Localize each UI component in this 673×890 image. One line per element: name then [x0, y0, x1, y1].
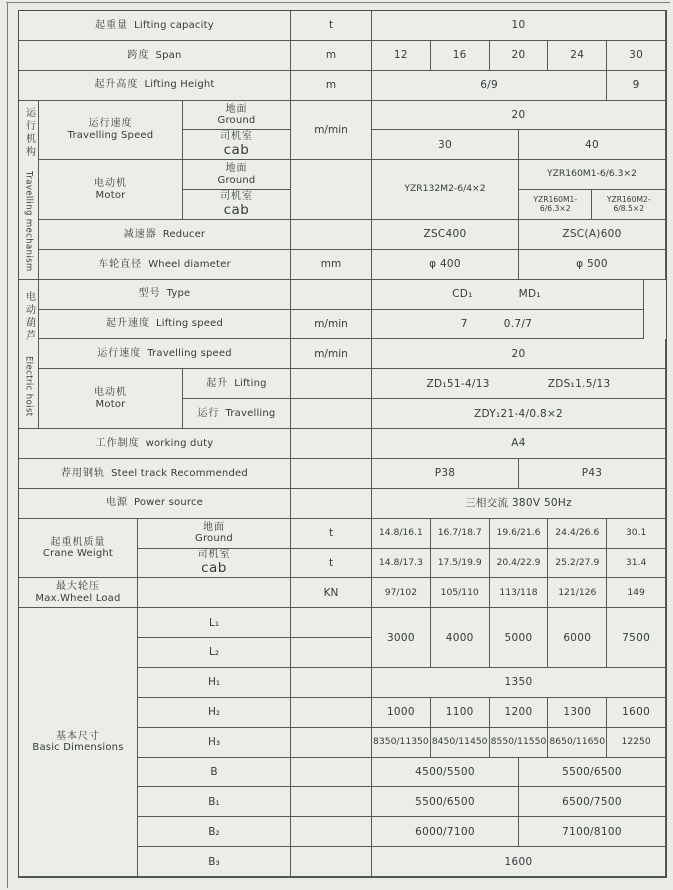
span-value-12: 12 — [372, 41, 431, 71]
hoist-lifting-speed-value-a: 7 — [460, 318, 468, 330]
dim-H3-v3: 8650/11650 — [548, 728, 607, 758]
hoist-motor-travelling-value: ZDY₁21-4/0.8×2 — [372, 399, 666, 429]
mech-motor-label-zh: 电动机 — [94, 178, 127, 190]
mech-speed-cab-zh: 司机室 — [220, 131, 253, 143]
wheel-diameter-unit: mm — [291, 250, 372, 280]
hoist-lifting-speed-unit: m/min — [291, 310, 372, 340]
dim-B1-symbol: B₁ — [138, 787, 291, 817]
dim-H1-value: 1350 — [372, 668, 666, 698]
dim-B3-unit-empty — [291, 847, 372, 877]
power-source-value: 三相交流 380V 50Hz — [372, 489, 666, 519]
mech-motor-unit-empty — [291, 160, 372, 220]
section-electric-hoist — [19, 280, 39, 429]
wheel-diameter-value-left: φ 400 — [372, 250, 519, 280]
crane-spec-table — [18, 10, 667, 878]
dim-L-v1: 4000 — [431, 608, 490, 668]
lifting-height-value-main: 6/9 — [372, 71, 607, 101]
mech-motor-ground-zh: 地面 — [225, 163, 248, 175]
hoist-type-value-b: MD₁ — [518, 288, 541, 301]
span-unit: m — [291, 41, 372, 71]
working-duty-unit-empty — [291, 429, 372, 459]
max-wheel-load-v3: 121/126 — [548, 578, 607, 608]
capacity-label — [19, 11, 291, 41]
basic-dimensions-label-zh: 基本尺寸 — [56, 730, 100, 742]
mech-motor-label-en: Motor — [95, 189, 126, 201]
mech-speed-label-en: Travelling Speed — [67, 129, 154, 141]
dim-H3-v1: 8450/11450 — [431, 728, 490, 758]
hoist-lifting-speed-label-en: Lifting speed — [155, 318, 224, 330]
scan-edge-left — [7, 2, 8, 888]
dim-L-v0: 3000 — [372, 608, 431, 668]
crane-weight-cab-en: cab — [201, 559, 227, 576]
max-wheel-load-label — [19, 578, 138, 608]
dim-B2-unit-empty — [291, 817, 372, 847]
dim-B3-symbol: B₃ — [138, 847, 291, 877]
dim-H2-v4: 1600 — [607, 698, 666, 728]
hoist-motor-lifting-values — [372, 369, 666, 399]
crane-weight-ground-zh: 地面 — [203, 521, 225, 533]
steel-track-label — [19, 459, 291, 489]
dim-H1-unit-empty — [291, 668, 372, 698]
max-wheel-load-v4: 149 — [607, 578, 666, 608]
crane-weight-ground-v1: 16.7/18.7 — [431, 519, 490, 549]
dim-L1-unit-empty — [291, 608, 372, 638]
mech-motor-ground-en: Ground — [217, 174, 256, 186]
hoist-motor-lifting-unit-empty — [291, 369, 372, 399]
wheel-diameter-value-right: φ 500 — [519, 250, 666, 280]
dim-L-v4: 7500 — [607, 608, 666, 668]
section-electric-hoist-text — [22, 291, 34, 416]
hoist-type-label-zh: 型号 — [138, 288, 161, 300]
max-wheel-load-v0: 97/102 — [372, 578, 431, 608]
capacity-label-zh: 起重量 — [95, 19, 129, 31]
hoist-travelling-speed-value: 20 — [372, 339, 666, 369]
dim-H3-v0: 8350/11350 — [372, 728, 431, 758]
mech-speed-cab-value-left: 30 — [372, 130, 519, 160]
section-travelling-mechanism-en: Travelling mechanism — [23, 171, 34, 273]
dim-H2-unit-empty — [291, 698, 372, 728]
lifting-height-label — [19, 71, 291, 101]
max-wheel-load-empty — [138, 578, 291, 608]
mech-speed-cab-en: cab — [223, 141, 250, 158]
hoist-lifting-speed-label-zh: 起升速度 — [105, 318, 150, 330]
dim-H2-v3: 1300 — [548, 698, 607, 728]
hoist-travelling-speed-label-en: Travelling speed — [147, 348, 232, 360]
hoist-motor-travelling-en: Travelling — [225, 407, 276, 419]
wheel-diameter-label-zh: 车轮直径 — [98, 258, 143, 270]
span-label-zh: 跨度 — [127, 49, 150, 61]
mech-motor-cab-label — [183, 190, 291, 220]
hoist-lifting-speed-values — [350, 310, 644, 340]
lifting-height-unit: m — [291, 71, 372, 101]
crane-weight-cab-v3: 25.2/27.9 — [548, 549, 607, 579]
reducer-label-zh: 减速器 — [123, 228, 157, 240]
hoist-motor-lifting-value-a: ZD₁51-4/13 — [426, 377, 490, 390]
hoist-motor-travelling-unit-empty — [291, 399, 372, 429]
section-electric-hoist-en: Electric hoist — [23, 355, 34, 417]
mech-motor-value-right-top: YZR160M1-6/6.3×2 — [519, 160, 666, 190]
steel-track-label-en: Steel track Recommended — [111, 467, 248, 479]
mech-motor-value-rb-right: YZR160M2-6/8.5×2 — [592, 190, 666, 220]
power-source-label-en: Power source — [133, 497, 204, 509]
max-wheel-load-label-zh: 最大轮压 — [56, 581, 100, 593]
mech-motor-cab-en: cab — [223, 201, 250, 218]
mech-speed-ground-zh: 地面 — [225, 103, 248, 115]
crane-weight-cab-v0: 14.8/17.3 — [372, 549, 431, 579]
working-duty-label-zh: 工作制度 — [95, 437, 140, 449]
hoist-lifting-speed-value-b: 0.7/7 — [503, 318, 533, 330]
dim-B2-symbol: B₂ — [138, 817, 291, 847]
lifting-height-label-en: Lifting Height — [144, 79, 215, 91]
hoist-motor-travelling-label — [183, 399, 291, 429]
wheel-diameter-label-en: Wheel diameter — [148, 258, 231, 270]
crane-weight-label — [19, 519, 138, 579]
hoist-motor-lifting-en: Lifting — [234, 378, 267, 390]
dim-B1-value-left: 5500/6500 — [372, 787, 519, 817]
section-travelling-mechanism-zh: 运行机构 — [23, 107, 35, 160]
reducer-label — [39, 220, 291, 250]
crane-weight-ground-v0: 14.8/16.1 — [372, 519, 431, 549]
max-wheel-load-v2: 113/118 — [490, 578, 549, 608]
hoist-motor-label-en: Motor — [95, 398, 126, 410]
mech-speed-cab-value-right: 40 — [519, 130, 666, 160]
dim-H3-v2: 8550/11550 — [490, 728, 549, 758]
span-label — [19, 41, 291, 71]
dim-B-value-right: 5500/6500 — [519, 758, 666, 788]
crane-weight-cab-unit: t — [291, 549, 372, 579]
hoist-type-label-en: Type — [166, 288, 191, 300]
lifting-height-label-zh: 起升高度 — [94, 79, 139, 91]
crane-weight-cab-v2: 20.4/22.9 — [490, 549, 549, 579]
dim-H2-symbol: H₂ — [138, 698, 291, 728]
crane-weight-cab-v4: 31.4 — [607, 549, 666, 579]
hoist-type-value-a: CD₁ — [452, 288, 473, 301]
power-source-label-zh: 电源 — [105, 497, 128, 509]
crane-weight-label-en: Crane Weight — [42, 548, 114, 559]
span-value-20: 20 — [490, 41, 549, 71]
hoist-motor-lifting-label — [183, 369, 291, 399]
dim-L2-symbol: L₂ — [138, 638, 291, 668]
span-value-30: 30 — [607, 41, 666, 71]
mech-speed-cab-label — [183, 130, 291, 160]
crane-weight-ground-v2: 19.6/21.6 — [490, 519, 549, 549]
crane-weight-cab-v1: 17.5/19.9 — [431, 549, 490, 579]
hoist-travelling-speed-label-zh: 运行速度 — [97, 348, 142, 360]
max-wheel-load-v1: 105/110 — [431, 578, 490, 608]
scan-edge-top — [6, 2, 670, 3]
hoist-travelling-speed-unit: m/min — [291, 339, 372, 369]
working-duty-value: A4 — [372, 429, 666, 459]
reducer-label-en: Reducer — [162, 228, 206, 240]
mech-speed-label-zh: 运行速度 — [88, 118, 133, 130]
span-value-24: 24 — [548, 41, 607, 71]
capacity-value: 10 — [372, 11, 666, 41]
dim-L-v2: 5000 — [490, 608, 549, 668]
crane-weight-ground-v3: 24.4/26.6 — [548, 519, 607, 549]
section-travelling-mechanism — [19, 101, 39, 280]
mech-motor-cab-zh: 司机室 — [220, 191, 253, 203]
basic-dimensions-label-en: Basic Dimensions — [32, 742, 124, 754]
capacity-label-en: Lifting capacity — [134, 19, 214, 31]
dim-H2-v0: 1000 — [372, 698, 431, 728]
working-duty-label — [19, 429, 291, 459]
steel-track-label-zh: 荐用钢轨 — [61, 467, 106, 479]
section-travelling-mechanism-text — [22, 107, 34, 272]
dim-H2-v1: 1100 — [431, 698, 490, 728]
mech-speed-ground-value: 20 — [372, 101, 666, 131]
max-wheel-load-label-en: Max.Wheel Load — [35, 592, 121, 604]
hoist-motor-lifting-value-b: ZDS₁1.5/13 — [547, 377, 611, 390]
dim-B1-value-right: 6500/7500 — [519, 787, 666, 817]
lifting-height-value-last: 9 — [607, 71, 666, 101]
capacity-unit: t — [291, 11, 372, 41]
hoist-motor-label — [39, 369, 183, 429]
steel-track-unit-empty — [291, 459, 372, 489]
hoist-motor-label-zh: 电动机 — [94, 387, 127, 399]
max-wheel-load-unit: KN — [291, 578, 372, 608]
mech-motor-label — [39, 160, 183, 220]
crane-weight-label-zh: 起重机质量 — [50, 536, 106, 548]
power-source-unit-empty — [291, 489, 372, 519]
steel-track-value-right: P43 — [519, 459, 666, 489]
dim-B2-value-left: 6000/7100 — [372, 817, 519, 847]
mech-motor-value-rb-left: YZR160M1-6/6.3×2 — [519, 190, 593, 220]
steel-track-value-left: P38 — [372, 459, 519, 489]
dim-B-value-left: 4500/5500 — [372, 758, 519, 788]
dim-H3-unit-empty — [291, 728, 372, 758]
mech-speed-ground-label — [183, 101, 291, 131]
hoist-motor-travelling-zh: 运行 — [197, 407, 220, 419]
dim-B-symbol: B — [138, 758, 291, 788]
dim-H3-v4: 12250 — [607, 728, 666, 758]
dim-H3-symbol: H₃ — [138, 728, 291, 758]
mech-speed-label — [39, 101, 183, 161]
dim-B1-unit-empty — [291, 787, 372, 817]
crane-weight-ground-unit: t — [291, 519, 372, 549]
dim-H1-symbol: H₁ — [138, 668, 291, 698]
hoist-type-values — [350, 280, 644, 310]
dim-B2-value-right: 7100/8100 — [519, 817, 666, 847]
reducer-value-right: ZSC(A)600 — [519, 220, 666, 250]
mech-motor-ground-label — [183, 160, 291, 190]
basic-dimensions-label — [19, 608, 138, 877]
span-label-en: Span — [155, 49, 182, 61]
power-source-label — [19, 489, 291, 519]
crane-weight-cab-zh: 司机室 — [197, 549, 231, 561]
dim-L1-symbol: L₁ — [138, 608, 291, 638]
hoist-type-label — [39, 280, 291, 310]
crane-weight-ground-v4: 30.1 — [607, 519, 666, 549]
crane-weight-ground-en: Ground — [195, 533, 233, 545]
crane-weight-ground-label — [138, 519, 291, 549]
crane-weight-cab-label — [138, 549, 291, 579]
working-duty-label-en: working duty — [145, 437, 214, 449]
mech-speed-unit: m/min — [291, 101, 372, 161]
dim-B-unit-empty — [291, 758, 372, 788]
dim-L-v3: 6000 — [548, 608, 607, 668]
hoist-lifting-speed-label — [39, 310, 291, 340]
mech-speed-ground-en: Ground — [217, 115, 256, 126]
reducer-unit-empty — [291, 220, 372, 250]
mech-motor-value-left: YZR132M2-6/4×2 — [372, 160, 519, 220]
wheel-diameter-label — [39, 250, 291, 280]
hoist-travelling-speed-label — [39, 339, 291, 369]
reducer-value-left: ZSC400 — [372, 220, 519, 250]
span-value-16: 16 — [431, 41, 490, 71]
dim-B3-value: 1600 — [372, 847, 666, 877]
hoist-motor-lifting-zh: 起升 — [206, 378, 229, 390]
dim-H2-v2: 1200 — [490, 698, 549, 728]
dim-L2-unit-empty — [291, 638, 372, 668]
section-electric-hoist-zh: 电动葫芦 — [23, 291, 35, 344]
